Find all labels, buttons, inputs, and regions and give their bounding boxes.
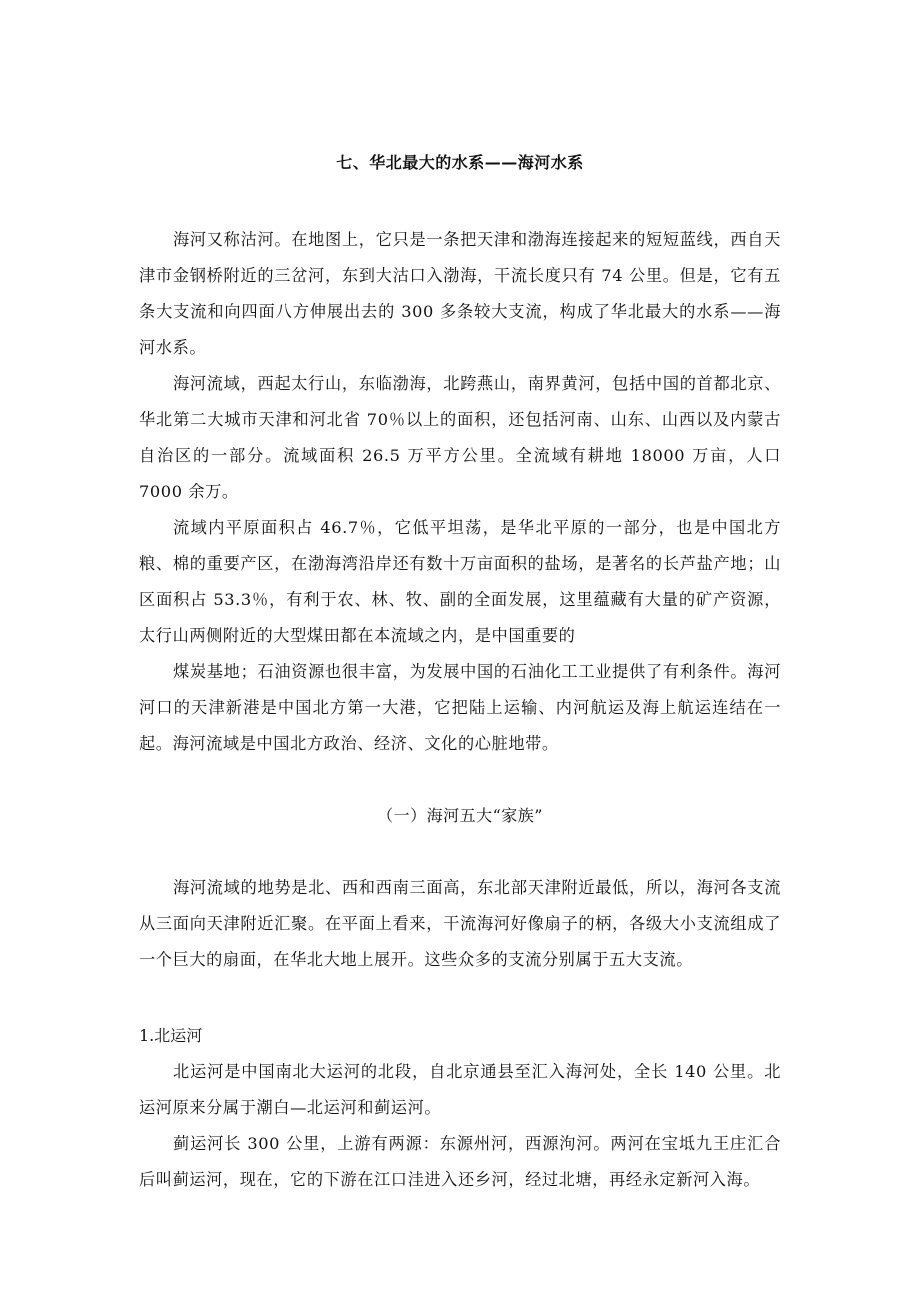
item-heading-beiyunhe: 1.北运河 <box>139 1026 203 1045</box>
paragraph-coal-and-port: 煤炭基地；石油资源也很丰富，为发展中国的石油化工工业提供了有利条件。海河河口的天津新港是中国北方第一大港，它把陆上运输、内河航运及海上航运连结在一起。海河流域是中国北方政治、经济、文化的心脏地带。 <box>139 662 781 753</box>
paragraph-plains-and-mountains: 流域内平原面积占 46.7％，它低平坦荡，是华北平原的一部分，也是中国北方粮、棉的重要产区，在渤海湾沿岸还有数十万亩面积的盐场，是著名的长芦盐产地；山区面积占 53.3％，有利于农、林、牧、副的全面发展，这里蕴藏有大量的矿产资源，太行山两侧附近的大型煤田都在本流域之内，是中国重要的 <box>139 518 781 645</box>
paragraph-jiyunhe: 蓟运河长 300 公里，上游有两源：东源州河，西源泃河。两河在宝坻九王庄汇合后叫蓟运河，现在，它的下游在江口洼进入还乡河，经过北塘，再经永定新河入海。 <box>139 1134 781 1189</box>
document-title: 七、华北最大的水系——海河水系 <box>336 153 584 172</box>
paragraph-basin-extent: 海河流域，西起太行山，东临渤海，北跨燕山，南界黄河，包括中国的首都北京、华北第二大城市天津和河北省 70％以上的面积，还包括河南、山东、山西以及内蒙古自治区的一部分。流域面积 26.5 万平方公里。全流域有耕地 18000 万亩，人口 7000 余万。 <box>139 374 781 501</box>
paragraph-terrain: 海河流域的地势是北、西和西南三面高，东北部天津附近最低，所以，海河各支流从三面向天津附近汇聚。在平面上看来，干流海河好像扇子的柄，各级大小支流组成了一个巨大的扇面，在华北大地上展开。这些众多的支流分别属于五大支流。 <box>139 878 781 969</box>
paragraph-beiyunhe: 北运河是中国南北大运河的北段，自北京通县至汇入海河处，全长 140 公里。北运河原来分属于潮白—北运河和蓟运河。 <box>139 1062 781 1117</box>
paragraph-haihe-intro: 海河又称沽河。在地图上，它只是一条把天津和渤海连接起来的短短蓝线，西自天津市金钢桥附近的三岔河，东到大沽口入渤海，干流长度只有 74 公里。但是，它有五条大支流和向四面八方伸展出去的 300 多条较大支流，构成了华北最大的水系——海河水系。 <box>139 230 781 357</box>
section-heading: （一）海河五大“家族” <box>377 806 543 825</box>
